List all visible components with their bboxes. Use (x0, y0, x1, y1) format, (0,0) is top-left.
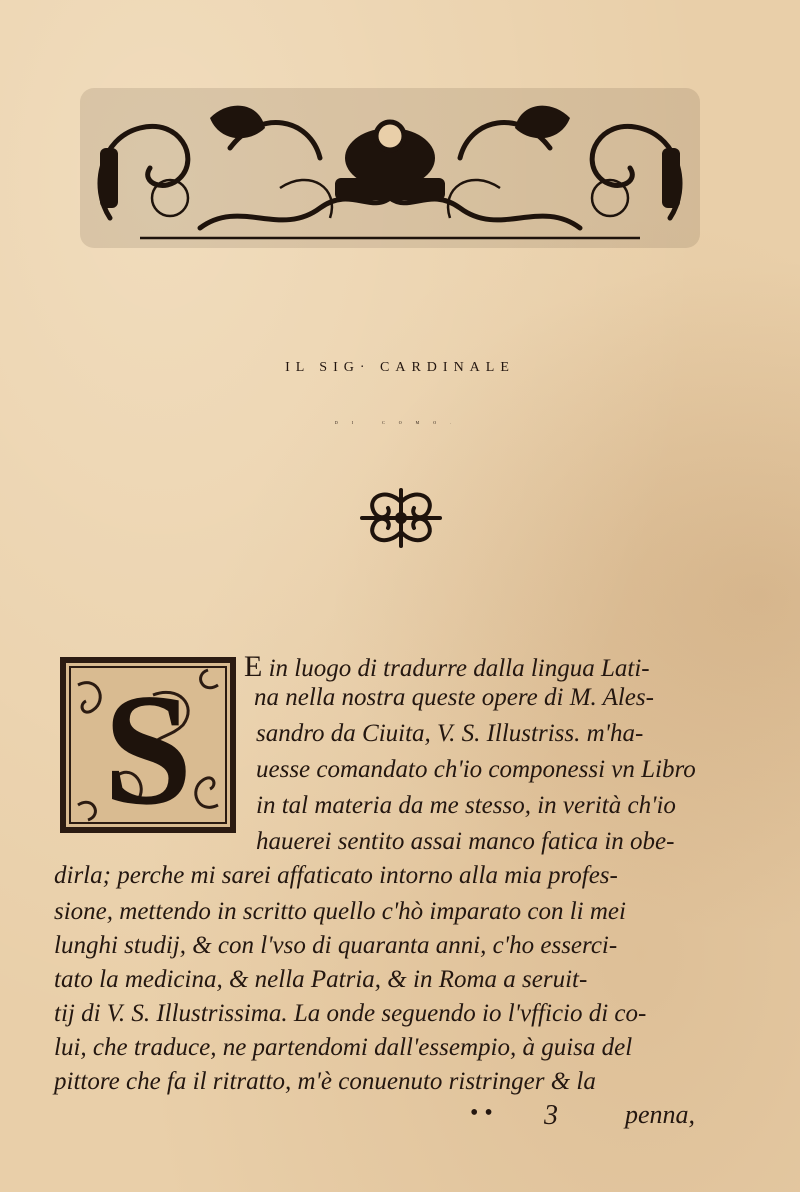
catchword: penna, (625, 1100, 696, 1129)
body-line-10: tato la medicina, & nella Patria, & in Roma a seruit- (54, 966, 588, 993)
body-line-4: uesse comandato ch'io componessi vn Libro (256, 756, 696, 783)
body-line-5: in tal materia da me stesso, in verità ch'io (256, 792, 676, 819)
body-line-6: hauerei sentito assai manco fatica in obe- (256, 828, 675, 855)
decorated-initial-s (58, 655, 238, 835)
body-line-2: na nella nostra queste opere di M. Ales- (254, 684, 654, 711)
body-line-8: sione, mettendo in scritto quello c'hò imparato con li mei (54, 898, 626, 925)
dedication-title-line-4: DI COMO. (334, 420, 466, 425)
body-line-9: lunghi studij, & con l'vso di quaranta anni, c'ho esserci- (54, 932, 618, 959)
body-first-line-rest: in luogo di tradurre dalla lingua Lati- (262, 655, 650, 682)
body-line-7: dirla; perche mi sarei affaticato intorno alla mia profes- (54, 862, 618, 889)
dedication-title-line-3: IL SIG· CARDINALE (285, 360, 515, 375)
body-line-3: sandro da Ciuita, V. S. Illustriss. m'ha- (256, 720, 644, 747)
body-line-13: pittore che fa il ritratto, m'è conuenuto ristringer & la (54, 1068, 596, 1095)
body-line-1 (244, 650, 650, 684)
signature-mark: • • (470, 1100, 493, 1126)
page-number: 3 (544, 1100, 558, 1131)
body-first-letter: E (244, 650, 263, 683)
body-line-12: lui, che traduce, ne partendomi dall'essempio, à guisa del (54, 1034, 633, 1061)
ornamental-headpiece (80, 88, 700, 248)
initial-letter: S (103, 660, 193, 835)
body-line-11: tij di V. S. Illustrissima. La onde seguendo io l'vfficio di co- (54, 1000, 647, 1027)
fleuron-ornament-icon (356, 482, 446, 554)
